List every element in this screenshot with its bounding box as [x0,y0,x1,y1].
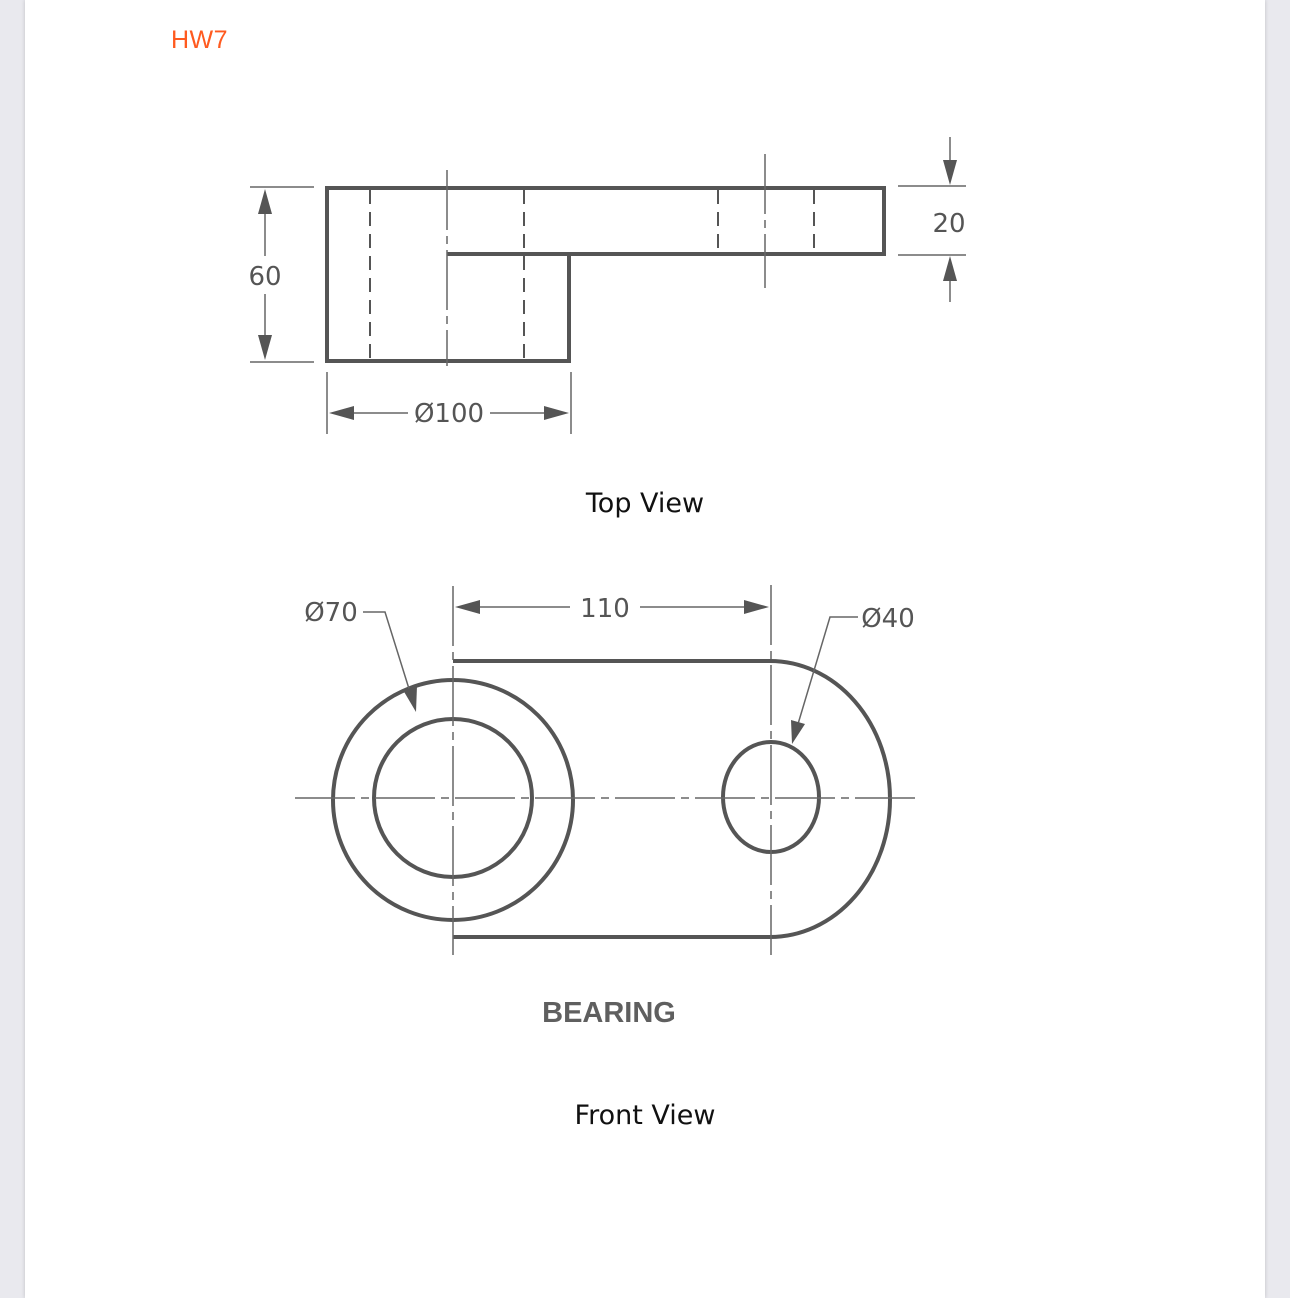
top-view-drawing [248,137,966,434]
center-distance-label: 110 [580,594,630,624]
height-dimension-label: 60 [248,262,282,292]
height-arrow-up [258,189,272,214]
bore-leader-line [363,612,410,692]
front-view-drawing [295,585,918,955]
lobe-outline [453,661,890,937]
hub-diameter-label: Ø100 [413,399,485,429]
diameter-arrow-left [329,406,354,420]
document-page [25,0,1265,1298]
part-name-label: BEARING [542,997,676,1029]
hole-leader-arrow [791,720,805,744]
bearing-drawing [25,0,1265,1298]
top-view-caption: Top View [585,488,705,519]
diameter-arrow-right [544,406,569,420]
distance-arrow-right [744,600,769,614]
thickness-dimension-label: 20 [932,209,966,239]
distance-arrow-left [455,600,480,614]
document-title: HW7 [171,26,229,54]
top-view-outline [327,188,884,361]
height-arrow-down [258,335,272,360]
hole-diameter-label: Ø40 [861,604,915,634]
front-view-caption: Front View [574,1100,716,1131]
bore-leader-arrow [403,686,417,712]
thickness-arrow-up [943,256,957,281]
bore-diameter-label: Ø70 [304,598,358,628]
thickness-arrow-down [943,160,957,185]
hole-leader-line [798,617,858,724]
